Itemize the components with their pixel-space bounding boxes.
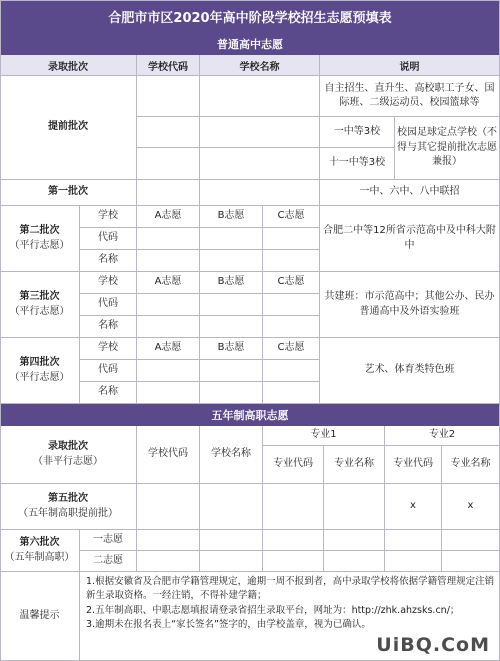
fourth-b-code [200, 360, 263, 382]
third-batch-title: 第三批次 [19, 291, 60, 302]
sixth-1-major2-name [442, 530, 500, 551]
sixth-first-choice: 一志愿 [80, 530, 137, 551]
second-a-name [137, 250, 200, 272]
third-b-name [200, 316, 263, 338]
third-a-code [137, 294, 200, 316]
second-row-school: 学校 [80, 206, 137, 228]
fourth-row-name: 名称 [80, 382, 137, 404]
fourth-c-code [263, 360, 320, 382]
sixth-2-school-name [200, 551, 263, 572]
fourth-a-name [137, 382, 200, 404]
fifth-batch-sub: （五年制高职提前批） [18, 507, 118, 519]
second-row-code: 代码 [80, 228, 137, 250]
third-note: 共建班：市示范高中；其他公办、民办普通高中及外语实验班 [320, 272, 500, 338]
sixth-1-major2-code [385, 530, 442, 551]
sixth-2-major2-name [442, 551, 500, 572]
sixth-batch-sub: （五年制高职） [4, 551, 75, 563]
fifth-batch-label [0, 484, 137, 530]
voc-major2-code: 专业代码 [385, 446, 442, 484]
fourth-note: 艺术、体育类特色班 [320, 338, 500, 404]
voc-header-batch-sub: （非平行志愿） [33, 455, 103, 467]
sixth-1-school-code [137, 530, 200, 551]
fifth-name [200, 484, 263, 530]
second-choice-c: C志愿 [263, 206, 320, 228]
tips-label: 温馨提示 [0, 572, 80, 661]
fifth-code [137, 484, 200, 530]
sixth-second-choice: 二志愿 [80, 551, 137, 572]
voc-header-batch [0, 426, 137, 484]
third-a-name [137, 316, 200, 338]
early-note-no1: 一中等3校 [320, 117, 395, 148]
fourth-c-name [263, 382, 320, 404]
first-name [200, 180, 320, 206]
fifth-major2-name-x: x [442, 484, 500, 530]
sixth-1-major1-name [324, 530, 385, 551]
first-code [137, 180, 200, 206]
sixth-2-major1-name [324, 551, 385, 572]
third-c-name [263, 316, 320, 338]
sixth-2-school-code [137, 551, 200, 572]
fourth-batch-sub: （平行志愿） [9, 371, 70, 383]
header-school-code: 学校代码 [137, 55, 200, 76]
fourth-b-name [200, 382, 263, 404]
early-note-main: 自主招生、直升生、高校职工子女、国际班、二级运动员、校园篮球等 [320, 76, 500, 117]
fifth-major2-code-x: x [385, 484, 442, 530]
fourth-row-school: 学校 [80, 338, 137, 360]
second-choice-b: B志愿 [200, 206, 263, 228]
voc-header-school-code: 学校代码 [137, 426, 200, 484]
second-c-name [263, 250, 320, 272]
section-general-title: 普通高中志愿 [0, 33, 500, 55]
sixth-1-major1-code [263, 530, 324, 551]
sixth-batch-title: 第六批次 [19, 537, 60, 548]
third-batch-label [0, 272, 80, 338]
fourth-a-code [137, 360, 200, 382]
third-b-code [200, 294, 263, 316]
early-code-3 [137, 148, 200, 180]
tips-line-3: 3.逾期未在报名表上“家长签名”签字的，由学校盖章，视为已确认。 [86, 618, 371, 630]
fourth-choice-c: C志愿 [263, 338, 320, 360]
second-note: 合肥二中等12所省示范高中及中科大附中 [320, 206, 500, 272]
sixth-batch-label [0, 530, 80, 572]
fifth-major1-code [263, 484, 324, 530]
early-name-1 [200, 76, 320, 117]
fourth-batch-title: 第四批次 [19, 357, 60, 368]
sixth-2-major2-code [385, 551, 442, 572]
early-code-1 [137, 76, 200, 117]
fourth-choice-b: B志愿 [200, 338, 263, 360]
first-note: 一中、六中、八中联招 [320, 180, 500, 206]
third-choice-b: B志愿 [200, 272, 263, 294]
second-b-code [200, 228, 263, 250]
second-batch-sub: （平行志愿） [9, 239, 70, 251]
third-row-code: 代码 [80, 294, 137, 316]
third-row-school: 学校 [80, 272, 137, 294]
third-choice-a: A志愿 [137, 272, 200, 294]
second-b-name [200, 250, 263, 272]
fourth-choice-a: A志愿 [137, 338, 200, 360]
voc-header-major1: 专业1 [263, 426, 385, 446]
section-vocational-title: 五年制高职志愿 [0, 404, 500, 426]
second-a-code [137, 228, 200, 250]
early-code-2 [137, 117, 200, 148]
header-notes: 说明 [320, 55, 500, 76]
header-batch: 录取批次 [0, 55, 137, 76]
early-note-football: 校园足球定点学校（不得与其它提前批次志愿兼报） [395, 117, 500, 180]
sixth-1-school-name [200, 530, 263, 551]
second-choice-a: A志愿 [137, 206, 200, 228]
fourth-row-code: 代码 [80, 360, 137, 382]
second-batch-title: 第二批次 [19, 225, 60, 236]
header-school-name: 学校名称 [200, 55, 320, 76]
form-title: 合肥市市区2020年高中阶段学校招生志愿预填表 [0, 0, 500, 33]
voc-header-major2: 专业2 [385, 426, 500, 446]
voc-header-batch-title: 录取批次 [48, 441, 88, 452]
first-batch-label: 第一批次 [0, 180, 137, 206]
early-note-no11: 十一中等3校 [320, 148, 395, 180]
fifth-major1-name [324, 484, 385, 530]
voc-major1-name: 专业名称 [324, 446, 385, 484]
voc-header-school-name: 学校名称 [200, 426, 263, 484]
third-choice-c: C志愿 [263, 272, 320, 294]
third-c-code [263, 294, 320, 316]
watermark: UiBQ.CoM [376, 634, 490, 656]
third-row-name: 名称 [80, 316, 137, 338]
early-name-3 [200, 148, 320, 180]
early-batch-label: 提前批次 [0, 76, 137, 180]
sixth-2-major1-code [263, 551, 324, 572]
third-batch-sub: （平行志愿） [9, 305, 70, 317]
second-c-code [263, 228, 320, 250]
tips-line-2: 2.五年制高职、中职志愿填报请登录省招生录取平台，网址为：http://zhk.ahzsks.cn/； [86, 604, 460, 616]
early-name-2 [200, 117, 320, 148]
voc-major2-name: 专业名称 [442, 446, 500, 484]
second-batch-label [0, 206, 80, 272]
fifth-batch-title: 第五批次 [48, 493, 88, 504]
second-row-name: 名称 [80, 250, 137, 272]
fourth-batch-label [0, 338, 80, 404]
voc-major1-code: 专业代码 [263, 446, 324, 484]
tips-line-1: 1.根据安徽省及合肥市学籍管理规定，逾期一周不报到者，高中录取学校将依据学籍管理规定注销新生录取资格。一经注销，不得补建学籍； [86, 576, 495, 602]
